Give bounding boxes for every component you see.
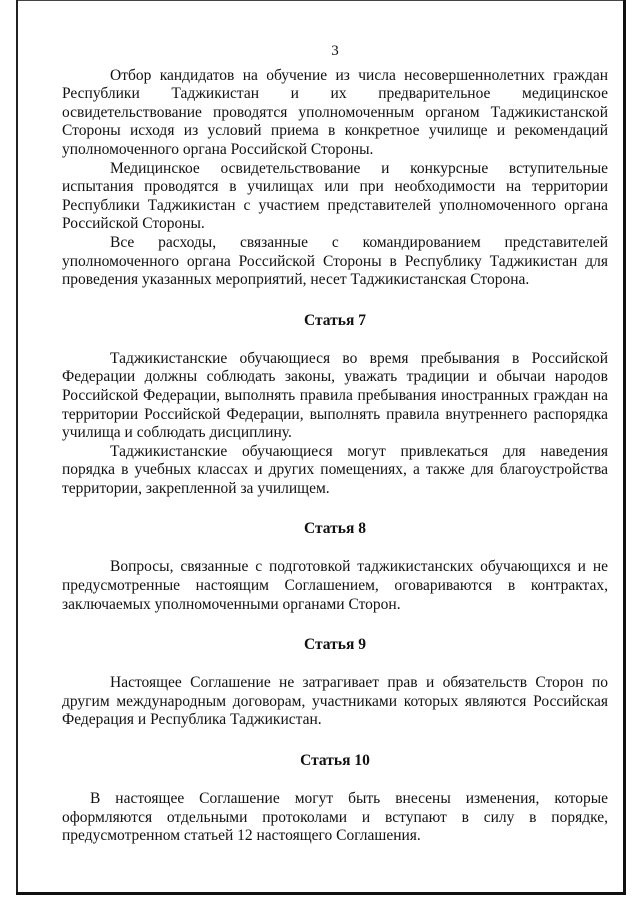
page-border-left [16, 0, 18, 895]
page-number: 3 [331, 43, 339, 59]
article-paragraph: В настоящее Соглашение могут быть внесены изменения, которые оформляются отдельными протоколами и вступают в силу в порядке, предусмотренном статьей 12 настоящего Соглашения. [62, 790, 608, 845]
intro-paragraph: Медицинское освидетельствование и конкурсные вступительные испытания проводятся в училищах или при необходимости на территории Республики Таджикистан с участием представителей уполномоченного органа Российской Стороны. [62, 159, 608, 233]
article-9 [62, 636, 608, 730]
page-border-bottom [16, 892, 626, 895]
article-paragraph: Таджикистанские обучающиеся могут привлекаться для наведения порядка в учебных классах и других помещениях, а также для благоустройства территории, закрепленной за училищем. [62, 442, 608, 497]
page-border-right [623, 0, 626, 895]
article-10 [62, 752, 608, 846]
article-heading: Статья 9 [304, 636, 366, 654]
intro-paragraph: Отбор кандидатов на обучение из числа несовершеннолетних граждан Республики Таджикистан и их предварительное медицинское освидетельствование проводятся уполномоченным органом Таджикистанской Стороны исходя из условий приема в конкретное училище и рекомендаций уполномоченного органа Российской Стороны. [62, 66, 608, 158]
article-heading: Статья 7 [304, 311, 366, 329]
page-border-top [16, 0, 626, 1]
intro-section [62, 67, 608, 290]
article-paragraph: Настоящее Соглашение не затрагивает прав и обязательств Сторон по другим международным договорам, участниками которых являются Российская Федерация и Республика Таджикистан. [62, 674, 608, 729]
article-paragraph: Вопросы, связанные с подготовкой таджикистанских обучающихся и не предусмотренные настоящим Соглашением, оговариваются в контрактах, заключаемых уполномоченными органами Сторон. [62, 558, 608, 613]
article-8 [62, 520, 608, 614]
article-heading: Статья 10 [300, 752, 370, 770]
article-paragraph: Таджикистанские обучающиеся во время пребывания в Российской Федерации должны соблюдать законы, уважать традиции и обычаи народов Российской Федерации, выполнять правила пребывания иностранных граждан на территории Российской Федерации, выполнять правила внутреннего распорядка училища и соблюдать дисциплину. [62, 349, 608, 442]
intro-paragraph: Все расходы, связанные с командированием представителей уполномоченного органа Российской Стороны в Республику Таджикистан для проведения указанных мероприятий, несет Таджикистанская Сторона. [62, 233, 608, 289]
article-heading: Статья 8 [304, 520, 366, 538]
article-7 [62, 312, 608, 499]
document-body [62, 42, 608, 846]
